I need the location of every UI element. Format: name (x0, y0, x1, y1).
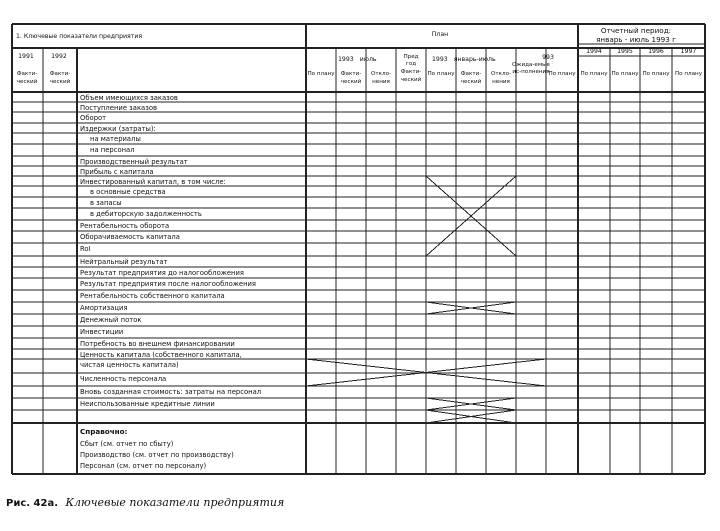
history-sub-1992: Факти- (49, 71, 71, 77)
row-label: на материалы (90, 135, 141, 143)
history-year-1992: 1992 (51, 53, 67, 60)
subhead-prev-year: год (405, 61, 417, 67)
row-label: Неиспользованные кредитные линии (80, 400, 215, 408)
subhead-july-fact: Факти- (340, 71, 362, 77)
future-year-plan-1994: По плану (580, 71, 608, 77)
subhead-prev-year: Пред (403, 54, 419, 60)
row-label: Оборачиваемость капитала (80, 233, 180, 241)
history-year-1991: 1991 (18, 53, 34, 60)
subhead-july-dev: нения (372, 79, 390, 85)
subhead-janjuly-dev: Откло- (490, 71, 512, 77)
row-label: Инвестированный капитал, в том числе: (80, 178, 226, 186)
subhead-janjuly-plan: По плану (427, 71, 455, 77)
row-label: Потребность во внешнем финансировании (80, 340, 235, 348)
subhead-expected: Ожида-емые (512, 62, 550, 68)
reference-item: Производство (см. отчет по производству) (80, 451, 234, 459)
row-label: Оборот (80, 114, 107, 122)
future-year-1995: 1995 (617, 48, 633, 55)
figure-number: Рис. 42а. (6, 498, 59, 509)
subhead-prev-year: ческий (400, 77, 422, 83)
row-label: на персонал (90, 146, 135, 154)
row-label: Инвестиции (80, 328, 124, 336)
reference-heading: Справочно: (80, 427, 128, 436)
row-label: Прибыль с капитала (80, 168, 154, 176)
row-label: в запасы (90, 199, 122, 207)
group-july-title: 1993 июль (338, 56, 377, 63)
row-label: RoI (80, 245, 91, 253)
subhead-prev-year: Факти- (400, 69, 422, 75)
row-label: Рентабельность оборота (80, 222, 170, 230)
expected-year: 993 (542, 54, 554, 61)
row-label: Ценность капитала (собственного капитала, (80, 351, 242, 359)
row-label: Объем имеющихся заказов (80, 94, 178, 102)
future-year-1994: 1994 (586, 48, 602, 55)
history-sub-1992: ческий (49, 79, 71, 85)
row-label: чистая ценность капитала) (80, 361, 179, 369)
row-label: Вновь созданная стоимость: затраты на персонал (80, 388, 262, 396)
row-label: Производственный результат (80, 158, 188, 166)
reference-item: Сбыт (см. отчет по сбыту) (80, 440, 174, 448)
row-label: Денежный поток (80, 316, 142, 324)
row-label: Результат предприятия до налогообложения (80, 269, 245, 277)
subhead-july-fact: ческий (340, 79, 362, 85)
subhead-expected: ис-полнения (512, 69, 550, 75)
future-year-plan-1995: По плану (611, 71, 639, 77)
reference-item: Персонал (см. отчет по персоналу) (80, 462, 207, 470)
row-label: Рентабельность собственного капитала (80, 292, 225, 300)
row-label: Нейтральный результат (80, 258, 168, 266)
future-year-1996: 1996 (648, 48, 664, 55)
subhead-janjuly-fact: Факти- (460, 71, 482, 77)
table-title: 1. Ключевые показатели предприятия (16, 33, 143, 40)
subhead-july-dev: Откло- (370, 71, 392, 77)
history-sub-1991: Факти- (16, 71, 38, 77)
future-year-plan-1996: По плану (642, 71, 670, 77)
plan-header: План (431, 31, 449, 38)
row-label: Поступление заказов (80, 104, 157, 112)
row-label: Численность персонала (80, 375, 167, 383)
row-label: в основные средства (90, 188, 166, 196)
report-period-header: Отчетный период: январь - июль 1993 г (596, 26, 676, 44)
group-jan-july-title: 1993 январь-июль (432, 56, 496, 63)
subhead-plan: По плану (548, 71, 576, 77)
row-label: Издержки (затраты): (80, 125, 156, 133)
future-year-1997: 1997 (680, 48, 697, 55)
row-label: в дебиторскую задолженность (90, 210, 202, 218)
row-label: Результат предприятия после налогообложения (80, 280, 257, 288)
subhead-janjuly-fact: ческий (460, 79, 482, 85)
subhead-janjuly-dev: нения (492, 79, 510, 85)
subhead-july-plan: По плану (307, 71, 335, 77)
row-label: Амортизация (80, 304, 128, 312)
history-sub-1991: ческий (16, 79, 38, 85)
figure-caption (6, 496, 284, 509)
future-year-plan-1997: По плану (674, 71, 703, 77)
figure-title: Ключевые показатели предприятия (65, 496, 285, 509)
